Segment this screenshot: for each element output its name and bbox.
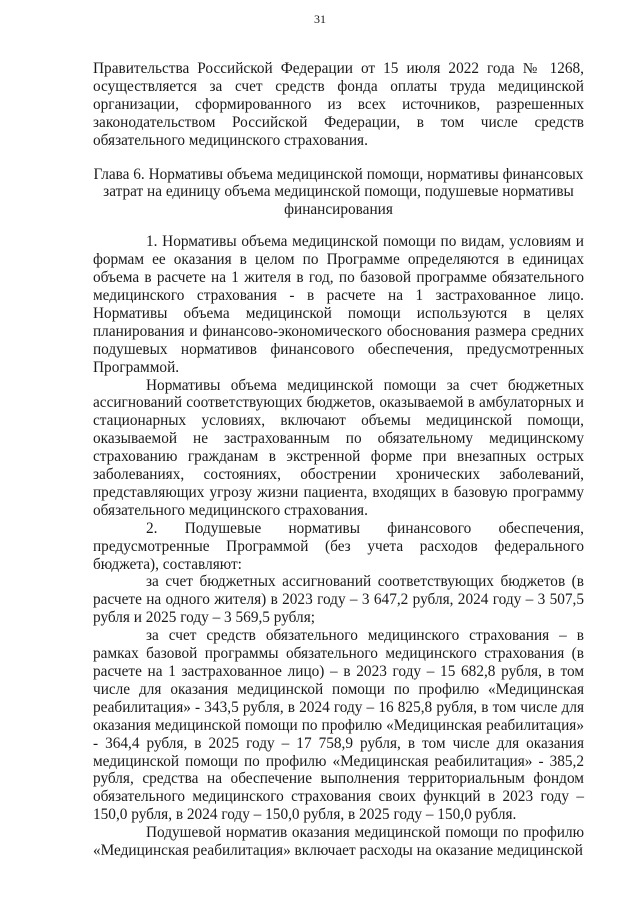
paragraph-budget-allocations: за счет бюджетных ассигнований соответствующих бюджетов (в расчете на одного жителя) в 2023 году – 3 647,2 рубля, 2024 году – 3 507,5 рубля и 2025 году – 3 569,5 рубля; (93, 573, 584, 627)
paragraph-oms-funds: за счет средств обязательного медицинского страхования – в рамках базовой программы обязательного медицинского страхования (в расчете на 1 застрахованное лицо) – в 2023 году – 15 682,8 рубля, в том числе для оказания медицинской помощи по профилю «Медицинская реабилитация» - 343,5 рубля, в 2024 году – 16 825,8 рубля, в том числе для оказания медицинской помощи по профилю «Медицинская реабилитация» - 364,4 рубля, в 2025 году – 17 758,9 рубля, в том числе для оказания медицинской помощи по профилю «Медицинская реабилитация» - 385,2 рубля, средства на обеспечение выполнения территориальным фондом обязательного медицинского страхования своих функций в 2023 году – 150,0 рубля, в 2024 году – 150,0 рубля, в 2025 году – 150,0 рубля. (93, 627, 584, 824)
paragraph-volume-standards: 1. Нормативы объема медицинской помощи по видам, условиям и формам ее оказания в целом по Программе определяются в единицах объема в расчете на 1 жителя в год, по базовой программе обязательного медицинского страхования - в расчете на 1 застрахованное лицо. Нормативы объема медицинской помощи используются в целях планирования и финансово-экономического обоснования размера средних подушевых нормативов финансового обеспечения, предусмотренных Программой. (93, 233, 584, 376)
page-number: 31 (314, 12, 326, 26)
paragraph-rehabilitation: Подушевой норматив оказания медицинской помощи по профилю «Медицинская реабилитация» включает расходы на оказание медицинской (93, 824, 584, 860)
chapter-heading: Глава 6. Нормативы объема медицинской помощи, нормативы финансовых затрат на единицу объема медицинской помощи, подушевые нормативы финансирования (93, 165, 584, 219)
page-body (93, 60, 584, 860)
paragraph-budget-volume: Нормативы объема медицинской помощи за счет бюджетных ассигнований соответствующих бюджетов, оказываемой в амбулаторных и стационарных условиях, включают объемы медицинской помощи, оказываемой не застрахованным по обязательному медицинскому страхованию гражданам в экстренной форме при внезапных острых заболеваниях, состояниях, обострении хронических заболеваний, представляющих угрозу жизни пациента, входящих в базовую программу обязательного медицинского страхования. (93, 376, 584, 519)
paragraph-continuation: Правительства Российской Федерации от 15 июля 2022 года № 1268, осуществляется за счет средств фонда оплаты труда медицинской организации, сформированного из всех источников, разрешенных законодательством Российской Федерации, в том числе средств обязательного медицинского страхования. (93, 60, 584, 149)
paragraph-per-capita-standards: 2. Подушевые нормативы финансового обеспечения, предусмотренные Программой (без учета расходов федерального бюджета), составляют: (93, 519, 584, 573)
